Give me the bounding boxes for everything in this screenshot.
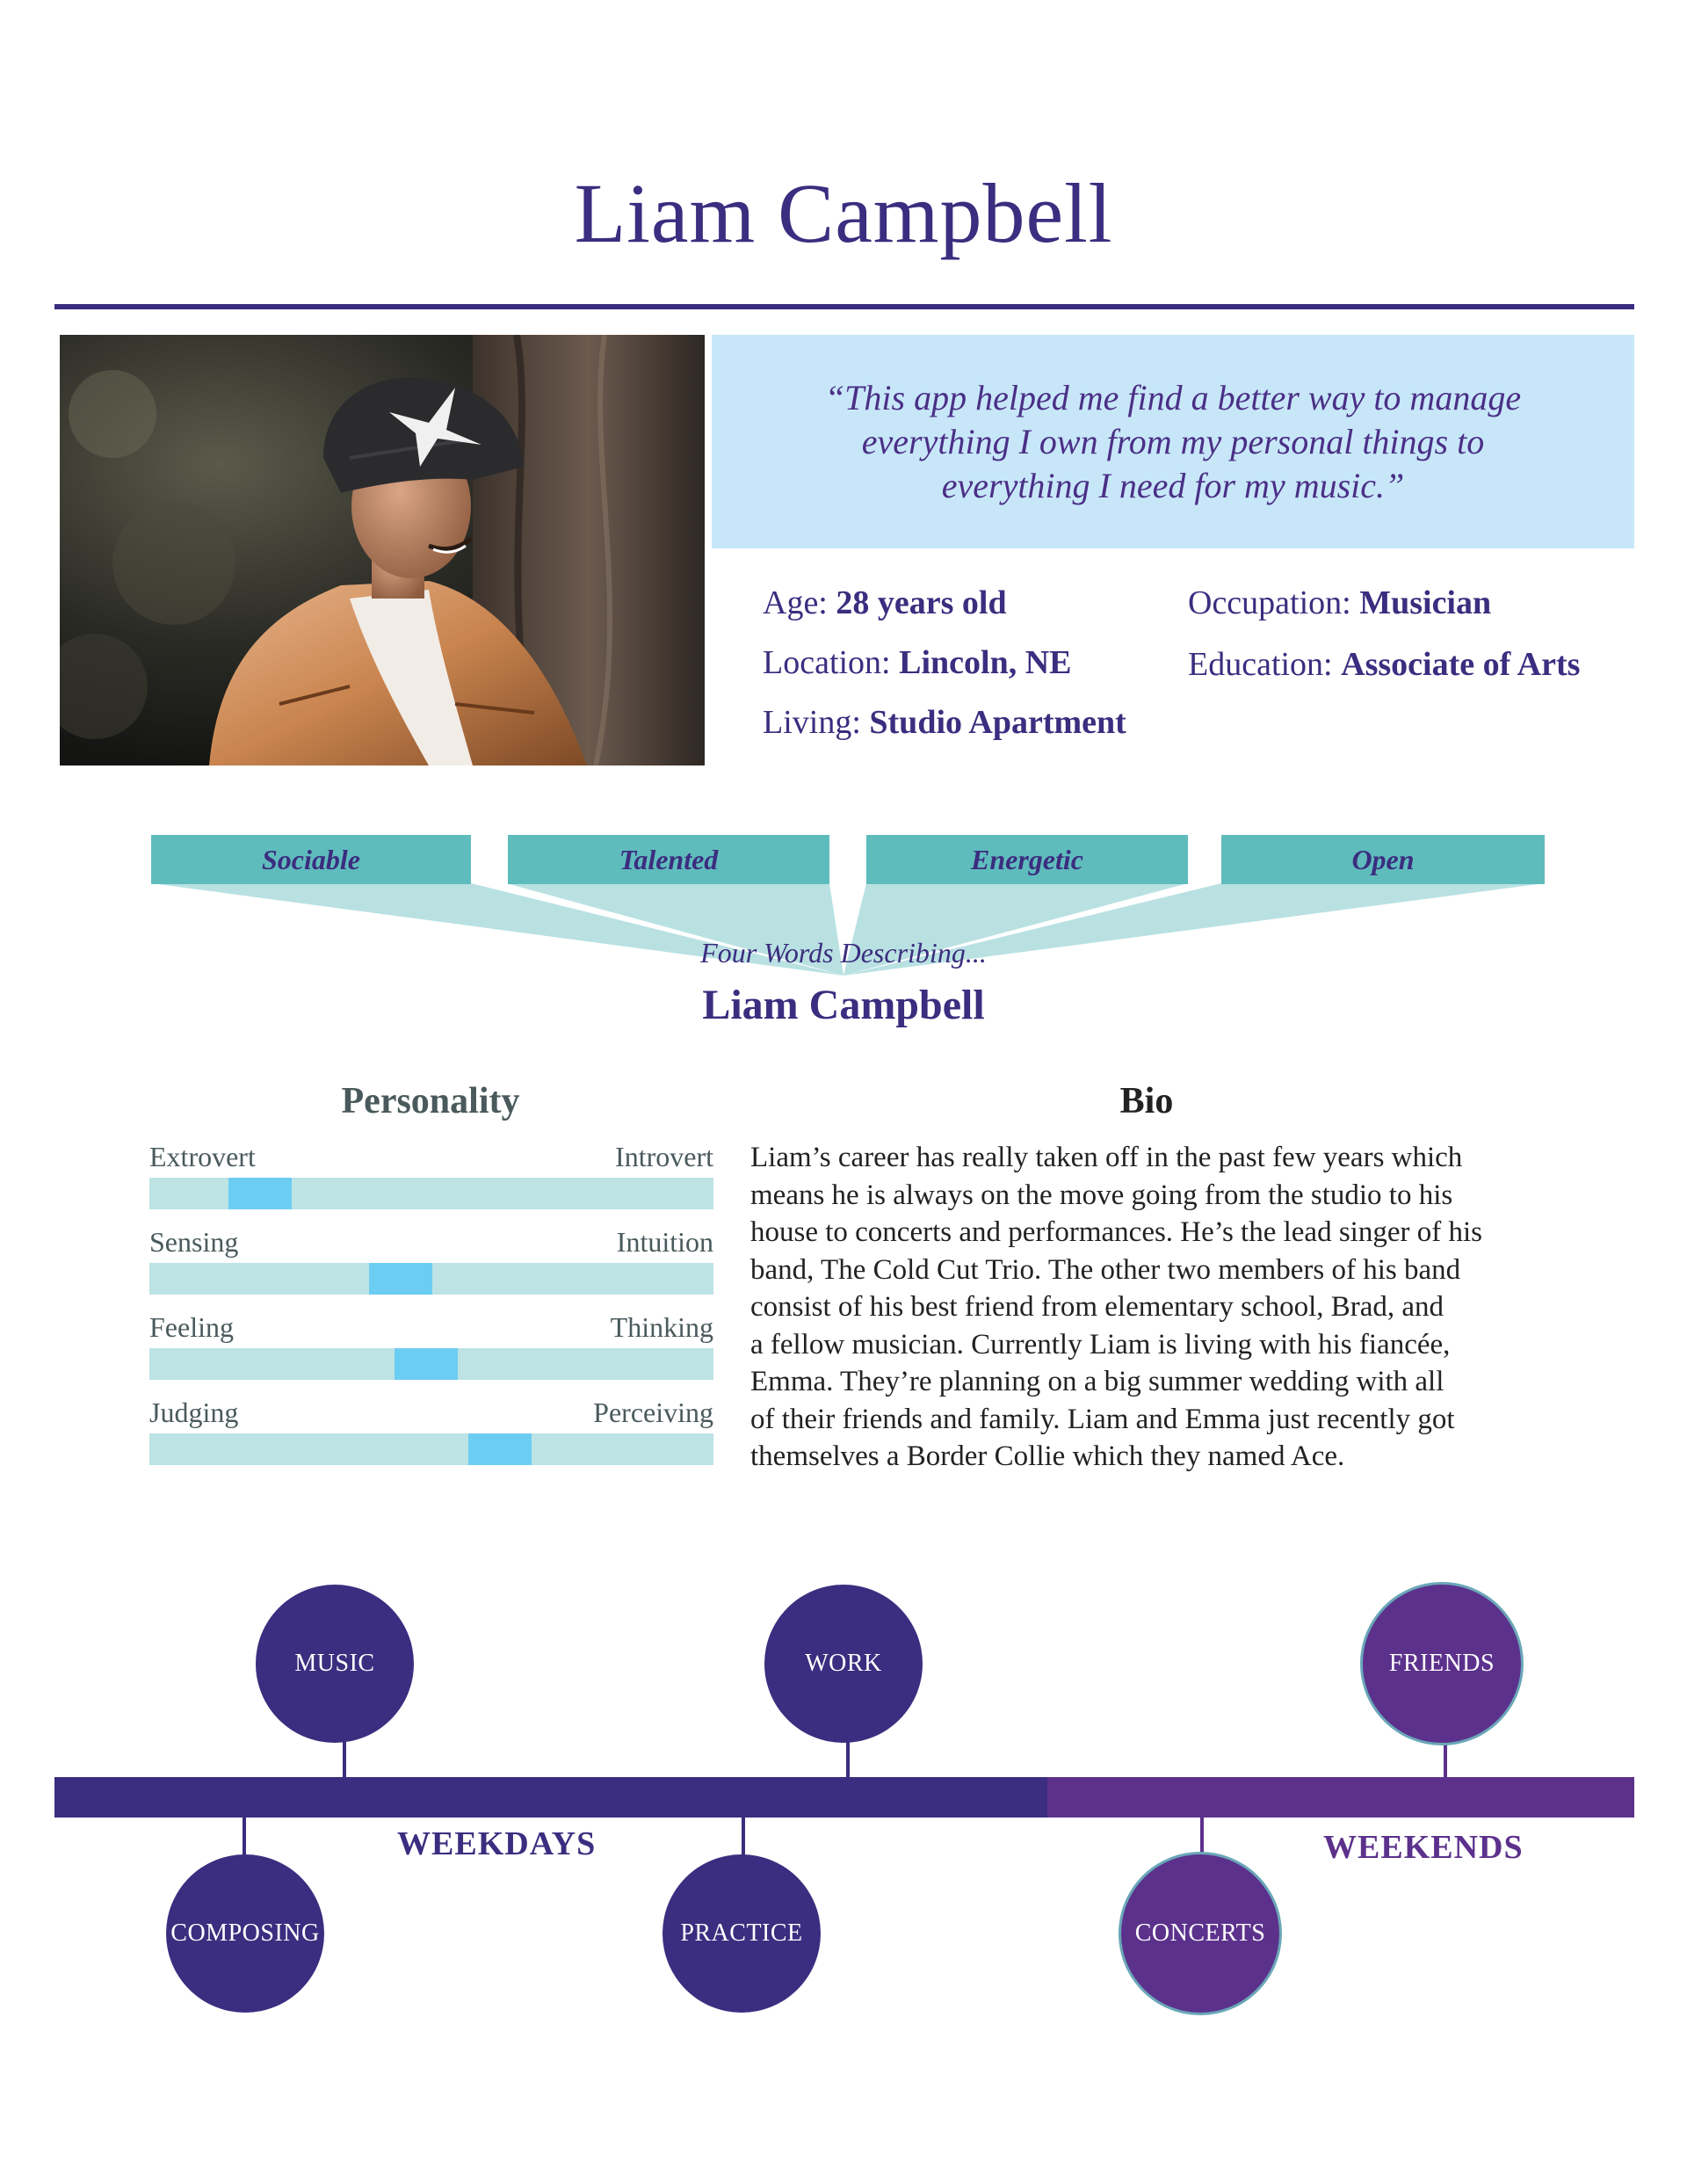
word-sociable: Sociable xyxy=(151,835,471,884)
friends-connector xyxy=(1444,1740,1447,1777)
activity-friends: FRIENDS xyxy=(1363,1585,1521,1743)
activity-music: MUSIC xyxy=(256,1585,414,1743)
trait-left-label: Extrovert xyxy=(149,1141,256,1172)
activity-concerts: CONCERTS xyxy=(1121,1854,1279,2013)
personality-trait xyxy=(149,1224,713,1295)
fact-education-label: Education: xyxy=(1188,646,1333,683)
fact-location-label: Location: xyxy=(763,644,891,681)
fact-age-value: 28 years old xyxy=(836,584,1007,621)
trait-marker xyxy=(228,1178,292,1209)
activity-practice: PRACTICE xyxy=(662,1854,821,2013)
weekdays-bar xyxy=(54,1777,1047,1818)
trait-right-label: Introvert xyxy=(615,1141,713,1172)
trait-marker xyxy=(395,1348,458,1380)
bio-text xyxy=(750,1139,1550,1476)
bio-line: themselves a Border Collie which they named Ace. xyxy=(750,1440,1345,1472)
activity-composing: COMPOSING xyxy=(166,1854,324,2013)
personality-trait xyxy=(149,1395,713,1465)
concerts-connector xyxy=(1200,1818,1204,1858)
bio-line: Liam’s career has really taken off in the past few years which xyxy=(750,1142,1463,1173)
trait-left-label: Sensing xyxy=(149,1226,239,1258)
bio-line: consist of his best friend from elementary school, Brad, and xyxy=(750,1291,1444,1323)
personality-trait xyxy=(149,1310,713,1380)
personality-trait xyxy=(149,1139,713,1209)
four-words-name: Liam Campbell xyxy=(702,982,985,1028)
work-connector xyxy=(846,1740,850,1777)
four-words-subtitle: Four Words Describing... xyxy=(700,937,987,969)
trait-right-label: Thinking xyxy=(610,1311,713,1343)
persona-quote: “This app helped me find a better way to manage everything I own from my personal things to everything I need for my music.” xyxy=(824,377,1522,505)
bio-heading: Bio xyxy=(1119,1081,1174,1121)
word-talented: Talented xyxy=(508,835,829,884)
trait-marker xyxy=(468,1433,532,1465)
weekdays-label: WEEKDAYS xyxy=(397,1825,597,1862)
practice-connector xyxy=(742,1818,745,1858)
composing-connector xyxy=(243,1818,246,1856)
fact-age-label: Age: xyxy=(763,584,828,621)
bio-line: a fellow musician. Currently Liam is living with his fiancée, xyxy=(750,1328,1451,1360)
fact-occupation-value: Musician xyxy=(1359,584,1492,621)
weekends-label: WEEKENDS xyxy=(1323,1829,1524,1866)
music-connector xyxy=(343,1740,346,1777)
fact-living-value: Studio Apartment xyxy=(869,704,1126,741)
fact-education-value: Associate of Arts xyxy=(1341,646,1581,683)
four-words-funnel xyxy=(0,0,1687,1055)
word-energetic: Energetic xyxy=(866,835,1188,884)
page-title: Liam Campbell xyxy=(574,166,1113,260)
trait-right-label: Intuition xyxy=(616,1226,713,1258)
trait-track xyxy=(149,1348,713,1380)
trait-track xyxy=(149,1433,713,1465)
trait-track xyxy=(149,1178,713,1209)
bio-line: means he is always on the move going from the studio to his xyxy=(750,1179,1453,1211)
trait-left-label: Feeling xyxy=(149,1311,234,1343)
trait-track xyxy=(149,1263,713,1295)
fact-location-value: Lincoln, NE xyxy=(899,644,1072,681)
weekends-bar xyxy=(1047,1777,1634,1818)
activity-work: WORK xyxy=(764,1585,923,1743)
bio-line: band, The Cold Cut Trio. The other two members of his band xyxy=(750,1253,1461,1286)
fact-occupation-label: Occupation: xyxy=(1188,584,1351,621)
word-open: Open xyxy=(1221,835,1545,884)
trait-right-label: Perceiving xyxy=(593,1397,713,1428)
personality-heading: Personality xyxy=(341,1081,520,1121)
bio-line: house to concerts and performances. He’s the lead singer of his xyxy=(750,1216,1482,1248)
bio-line: of their friends and family. Liam and Emma just recently got xyxy=(750,1403,1455,1435)
bio-line: Emma. They’re planning on a big summer wedding with all xyxy=(750,1366,1444,1397)
fact-living-label: Living: xyxy=(763,704,861,741)
trait-marker xyxy=(369,1263,432,1295)
trait-left-label: Judging xyxy=(149,1397,239,1428)
